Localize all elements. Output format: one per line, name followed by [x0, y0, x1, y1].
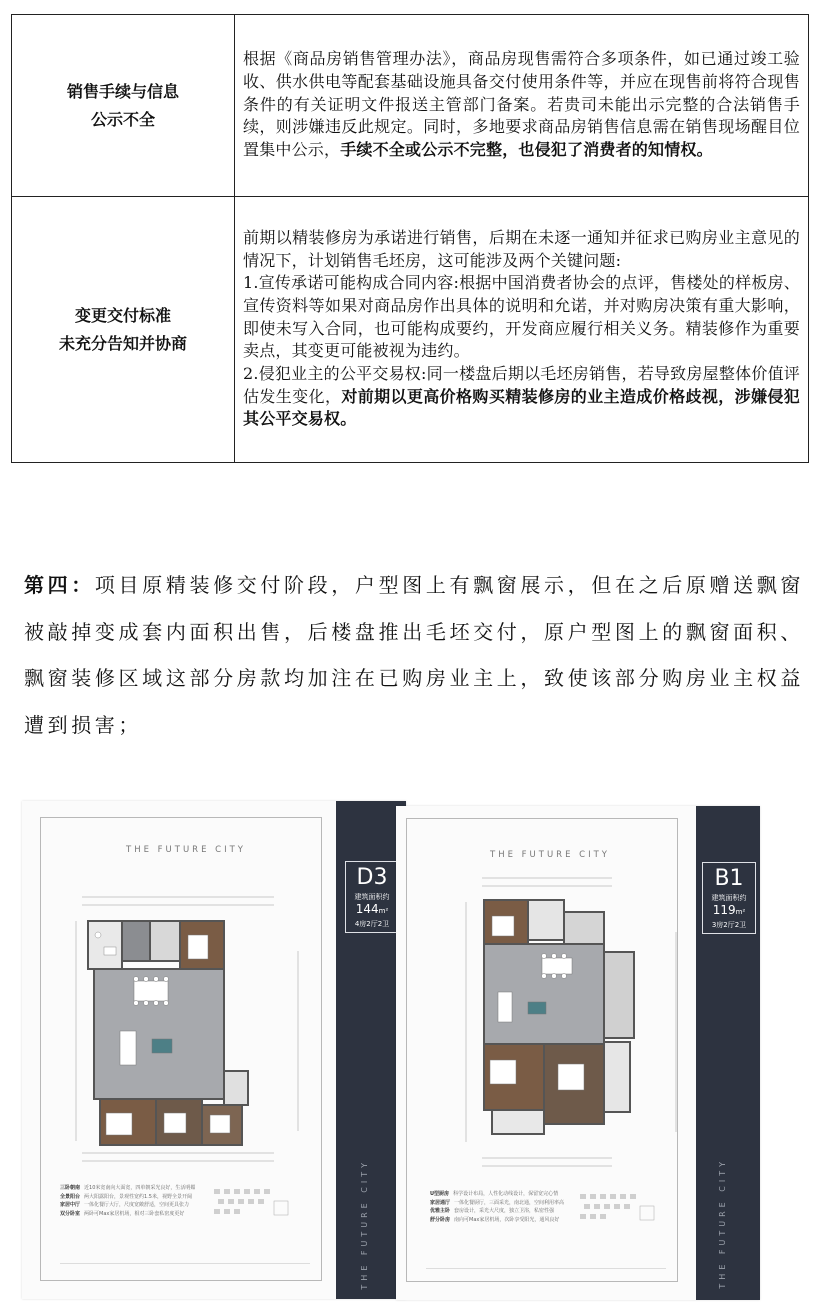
feature-item [430, 1199, 570, 1208]
feature-value: 一体化餐厅大厅，尺度宽敞舒适，空间更具张力 [84, 1202, 190, 1208]
feature-key: 舒分卧房 [430, 1216, 451, 1223]
area-unit: m² [378, 907, 389, 915]
card-footnote [60, 1263, 310, 1272]
room-count: 4房2厅2卫 [354, 920, 390, 928]
feature-list [60, 1184, 200, 1218]
feature-key: 全景阳台 [60, 1193, 81, 1200]
feature-item [60, 1184, 200, 1193]
info-table [11, 14, 809, 463]
feature-key: 家居中厅 [60, 1202, 81, 1208]
section-four-paragraph [24, 562, 804, 748]
row-point-1: 1.宣传承诺可能构成合同内容:根据中国消费者协会的点评，售楼处的样板房、宣传资料等如果对商品房作出具体的说明和允诺，并对购房决策有重大影响，即使未写入合同，也可能构成要约，开发商应履行相关义务。精装修作为重要卖点，其变更可能被视为违约。 [243, 273, 800, 361]
feature-value: 科学设计布局，人性化动线设计，保留宽完心情 [453, 1191, 559, 1197]
feature-value: 南向可Max家居机场，次卧享受阳光，通风良好 [454, 1216, 560, 1223]
row-intro: 前期以精装修房为承诺进行销售，后期在未逐一通知并征求已购房业主意见的情况下，计划销售毛坯房，这可能涉及两个关键问题: [243, 227, 800, 270]
feature-value: 套房设计，采光大尺度，独立卫浴，私密性强 [454, 1208, 555, 1214]
area-number: 119 [712, 903, 736, 917]
card-tagline: THE FUTURE CITY [126, 845, 246, 855]
side-band [696, 806, 760, 1300]
area-label: 建筑面积约 [711, 894, 747, 902]
feature-key: U型厨房 [430, 1191, 450, 1197]
row-point-2-bold: 对前期以更高价格购买精装修房的业主造成价格歧视，涉嫌侵犯其公平交易权。 [243, 386, 800, 429]
feature-item [430, 1190, 570, 1199]
floor-plan-drawing [462, 872, 682, 1172]
room-count: 3房2厅2卫 [711, 921, 747, 929]
row-point-2 [243, 363, 800, 431]
floor-plan-drawing [74, 891, 304, 1166]
area-number: 144 [355, 902, 379, 916]
row-label-line: 销售手续与信息 [66, 81, 179, 101]
row-label [12, 15, 235, 197]
feature-value: 两大阳露阳台，景观性宽约1.5米，视野全景开阔 [84, 1193, 192, 1200]
feature-list [430, 1190, 570, 1224]
feature-item [430, 1216, 570, 1225]
feature-value: 一体化餐厨厅，三面采光，南北通，空间利用率高 [454, 1199, 565, 1206]
feature-key: 三卧朝南 [60, 1185, 81, 1191]
feature-value: 两卧可Max家居机场，相对三卧套私密度更好 [84, 1210, 185, 1217]
paragraph-lead: 第四： [24, 573, 95, 597]
area-value [703, 903, 755, 920]
area-unit: m² [735, 908, 746, 916]
unit-badge [702, 862, 756, 934]
side-vertical-text: THE FUTURE CITY [718, 1158, 727, 1289]
row-label-line: 公示不全 [90, 109, 155, 129]
table-row [12, 197, 809, 463]
floor-plan-card-d3 [22, 801, 406, 1299]
row-text-bold: 手续不全或公示不完整，也侵犯了消费者的知情权。 [340, 140, 713, 160]
unit-badge [345, 861, 399, 933]
row-label-line: 未充分告知并协商 [58, 333, 187, 353]
feature-value: 近10米宽南向大面宽，四单朝采光良好，生活明媚 [84, 1185, 196, 1191]
site-mini-map [578, 1192, 658, 1228]
card-footnote [426, 1268, 666, 1277]
feature-item [60, 1193, 200, 1202]
row-content [235, 197, 809, 463]
area-value [346, 902, 398, 919]
feature-key: 家居通厅 [430, 1199, 451, 1206]
row-label-line: 变更交付标准 [74, 305, 171, 325]
side-vertical-text: THE FUTURE CITY [360, 1159, 369, 1290]
table-row [12, 15, 809, 197]
feature-item [60, 1201, 200, 1210]
feature-key: 双分卧室 [60, 1210, 81, 1217]
feature-key: 优雅主卧 [430, 1208, 451, 1214]
unit-code: B1 [714, 866, 744, 891]
site-mini-map [212, 1187, 292, 1223]
row-point-2-plain: 2.侵犯业主的公平交易权:同一楼盘后期以毛坯房销售，若导致房屋整体价值评估发生变化， [243, 364, 800, 406]
feature-item [430, 1207, 570, 1216]
row-text-plain: 根据《商品房销售管理办法》，商品房现售需符合多项条件，如已通过竣工验收、供水供电等配套基础设施具备交付使用条件等，并应在现售前将符合现售条件的有关证明文件报送主管部门备案。若贵司未能出示完整的合法销售手续，则涉嫌违反此规定。同时，多地要求商品房销售信息需在销售现场醒目位置集中公示， [243, 49, 800, 160]
unit-code: D3 [356, 865, 388, 890]
floor-plan-card-b1 [396, 806, 760, 1300]
card-tagline: THE FUTURE CITY [490, 850, 610, 860]
feature-item [60, 1210, 200, 1219]
row-label [12, 197, 235, 463]
row-content [235, 15, 809, 197]
row-text [243, 48, 800, 162]
paragraph-text: 项目原精装修交付阶段，户型图上有飘窗展示，但在之后原赠送飘窗被敲掉变成套内面积出售，后楼盘推出毛坯交付，原户型图上的飘窗面积、飘窗装修区域这部分房款均加注在已购房业主上，致使该部分购房业主权益遭到损害； [24, 573, 804, 737]
area-label: 建筑面积约 [354, 893, 390, 901]
